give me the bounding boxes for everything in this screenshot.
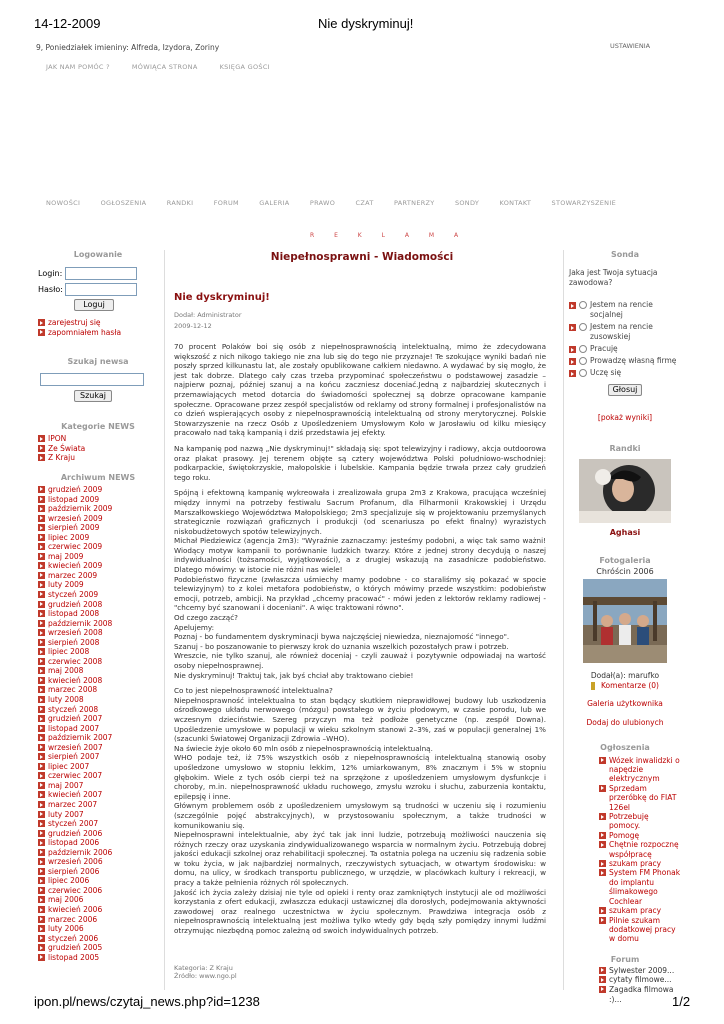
list-item-link[interactable]: kwiecień 2009 xyxy=(48,561,103,571)
settings-link[interactable]: USTAWIENIA xyxy=(610,42,651,50)
list-item-link[interactable]: styczeń 2006 xyxy=(48,933,99,943)
guestbook-link[interactable]: KSIĘGA GOŚCI xyxy=(219,63,270,71)
poll-radio[interactable] xyxy=(579,345,587,353)
poll-radio[interactable] xyxy=(579,369,587,377)
list-item-link[interactable]: maj 2008 xyxy=(48,666,84,676)
left-sidebar xyxy=(38,250,158,962)
bullet-icon xyxy=(38,658,45,665)
poll-option-label: Uczę się xyxy=(590,368,622,377)
bullet-icon xyxy=(38,515,45,522)
list-item xyxy=(38,609,158,619)
gallery-photo-image xyxy=(583,579,667,663)
list-item-link[interactable]: szukam pracy xyxy=(609,906,662,916)
list-item-link[interactable]: grudzień 2005 xyxy=(48,943,103,953)
nav-polls[interactable]: SONDY xyxy=(454,199,480,207)
bullet-icon xyxy=(38,329,45,336)
list-item-link[interactable]: listopad 2008 xyxy=(48,609,100,619)
help-link[interactable]: JAK NAM POMÓC ? xyxy=(46,63,110,71)
list-item-link[interactable]: czerwiec 2008 xyxy=(48,656,103,666)
article xyxy=(174,292,546,942)
bullet-icon xyxy=(38,319,45,326)
list-item-link[interactable]: marzec 2007 xyxy=(48,800,98,810)
list-item xyxy=(38,552,158,562)
bullet-icon xyxy=(599,917,606,924)
list-item-link[interactable]: Chętnie rozpocznę współpracę xyxy=(609,840,679,859)
poll-option xyxy=(569,344,681,354)
list-item xyxy=(599,756,681,784)
list-item-link[interactable]: październik 2006 xyxy=(48,847,113,857)
category-item[interactable]: IPON xyxy=(48,434,67,444)
list-item-link[interactable]: Sprzedam przeróbkę do FIAT 126el xyxy=(609,783,677,812)
bullet-icon xyxy=(38,620,45,627)
list-item-link[interactable]: maj 2006 xyxy=(48,895,84,905)
nav-news[interactable]: NOWOŚCI xyxy=(46,199,81,207)
list-item xyxy=(38,514,158,524)
bullet-icon xyxy=(599,813,606,820)
bullet-icon xyxy=(38,839,45,846)
ads-title: Ogłoszenia xyxy=(600,742,650,752)
archive-list xyxy=(38,485,158,962)
list-item xyxy=(38,743,158,753)
nav-dating[interactable]: RANDKI xyxy=(166,199,194,207)
list-item xyxy=(38,771,158,781)
search-input[interactable] xyxy=(40,373,144,386)
list-item-link[interactable]: luty 2007 xyxy=(48,809,84,819)
bullet-icon xyxy=(38,667,45,674)
bullet-icon xyxy=(569,358,576,365)
list-item xyxy=(38,724,158,734)
right-sidebar xyxy=(569,250,681,1004)
list-item-link[interactable]: Pilnie szukam dodatkowej pracy w domu xyxy=(609,915,676,944)
list-item-link[interactable]: czerwiec 2009 xyxy=(48,542,103,552)
poll-option-label: Pracuję xyxy=(590,344,618,353)
bullet-icon xyxy=(38,591,45,598)
bullet-icon xyxy=(599,976,606,983)
list-item xyxy=(38,504,158,514)
ad-label: R E K L A M A xyxy=(310,232,468,239)
bullet-icon xyxy=(38,648,45,655)
bullet-icon xyxy=(38,686,45,693)
article-title: Nie dyskryminuj! xyxy=(174,292,270,303)
list-item-link[interactable]: lipiec 2007 xyxy=(48,761,90,771)
list-item xyxy=(38,915,158,925)
password-input[interactable] xyxy=(65,283,137,296)
list-item-link[interactable]: wrzesień 2008 xyxy=(48,628,103,638)
list-item xyxy=(599,840,681,859)
poll-question: Jaka jest Twoja sytuacja zawodowa? xyxy=(569,268,658,287)
bullet-icon xyxy=(38,572,45,579)
bullet-icon xyxy=(38,581,45,588)
list-item xyxy=(38,485,158,495)
category-item[interactable]: Z Kraju xyxy=(48,453,75,463)
bullet-icon xyxy=(38,639,45,646)
list-item-link[interactable]: październik 2007 xyxy=(48,733,113,743)
list-item xyxy=(38,829,158,839)
bullet-icon xyxy=(38,706,45,713)
list-item-link[interactable]: sierpień 2008 xyxy=(48,637,100,647)
list-item xyxy=(38,934,158,944)
article-date: 2009-12-12 xyxy=(174,322,212,330)
category-item[interactable]: Ze Świata xyxy=(48,443,86,453)
list-item xyxy=(38,838,158,848)
list-item xyxy=(38,666,158,676)
bullet-icon xyxy=(38,801,45,808)
gallery-album: Chróścin 2006 xyxy=(596,567,654,576)
bullet-icon xyxy=(599,869,606,876)
list-item xyxy=(38,848,158,858)
bullet-icon xyxy=(38,935,45,942)
list-item-link[interactable]: październik 2008 xyxy=(48,618,113,628)
list-item-link[interactable]: luty 2006 xyxy=(48,924,84,934)
bullet-icon xyxy=(599,785,606,792)
forum-item[interactable]: Sylwester 2009... xyxy=(609,965,675,975)
list-item-link[interactable]: luty 2009 xyxy=(48,580,84,590)
nav-forum[interactable]: FORUM xyxy=(213,199,239,207)
list-item xyxy=(38,905,158,915)
poll-option-label: Prowadzę własną firmę xyxy=(590,356,677,365)
bullet-icon xyxy=(38,782,45,789)
list-item-link[interactable]: listopad 2005 xyxy=(48,952,100,962)
bullet-icon xyxy=(569,346,576,353)
poll-title: Sonda xyxy=(610,250,640,259)
list-item xyxy=(38,876,158,886)
article-paragraph: Co to jest niepełnosprawność intelektualna? Niepełnosprawność intelektualna to stan będący skutkiem nieprawidłowej budowy lub uszkodzenia ośrodkowego układu nerwowego (mózgu) powstałego w życiu płodowym, w czasie porodu, lub we wczesnym dzieciństwie. Szereg przyczyn ma też podłoże genetyczne (np. zespół Downa). Upośledzenie umysłowe w populacji w wieku szkolnym stanowi 2–3%, zaś w populacji generalnej 1% (szacunki Światowej Organizacji Zdrowia –WHO). Na świecie żyje około 60 mln osób z niepełnosprawnością intelektualną. WHO podaje też, iż 75% wszystkich osób z niepełnosprawnością intelektualną stanowią osoby upośledzone umysłowo w stopniu lekkim, 12% umiarkowanym, 8% znacznym i 5% w stopniu głębokim. Wiele z tych osób cierpi też na sprzężone z upośledzeniem umysłowym dysfunkcje i choroby, m.in. niepełnosprawność układu ruchowego, zmysłu wzroku i słuchu, zaburzenia kontaktu, epilepsję i inne. Głównym problemem osób z upośledzeniem umysłowym są trudności w uczeniu się i rozumieniu (szczególnie pojęć abstrakcyjnych), w przystosowaniu społecznym, a także trudności w komunikowaniu się. Niepełnosprawni intelektualnie, aby żyć tak jak inni ludzie, potrzebują możliwości nauczenia się różnych rzeczy oraz uzyskania zindywidualizowanego wsparcia w normalnym życiu. Potrzebują dobrej jakości edukacji szkolnej oraz rehabilitacji społecznej. Ta ostatnia polega na uczeniu się radzenia sobie w toku życia, w jak najbardziej normalnych, rzeczywistych sytuacjach, w otwartym środowisku: w domu, na ulicy, w środkach transportu publicznego, w urzędzie, w placówkach kultury i rekreacji, w pracy a także pełnienia różnych ról społecznych. Jakość ich życia zależy dzisiaj nie tyle od opieki i renty oraz zamkniętych instytucji ale od możliwości korzystania z ofert edukacji, zwłaszcza edukacji ustawicznej dla dorosłych, podejmowania aktywności zawodowej oraz realnego uczestnictwa w życiu społecznym. Prawdziwa integracja osób z niepełnosprawnością intelektualną jest możliwa tylko wtedy gdy będą szły pomiędzy innymi ludźmi otrzymując niezbędną pomoc zależną od swoich indywidualnych potrzeb. xyxy=(174,686,546,936)
bullet-icon xyxy=(599,832,606,839)
nav-chat[interactable]: CZAT xyxy=(355,199,374,207)
poll-option xyxy=(569,368,681,378)
list-item-link[interactable]: lipiec 2006 xyxy=(48,876,90,886)
list-item-link[interactable]: czerwiec 2007 xyxy=(48,771,103,781)
list-item xyxy=(38,676,158,686)
poll-option-label: Jestem na rencie zusowskiej xyxy=(590,322,653,341)
login-button[interactable]: Loguj xyxy=(74,299,114,311)
nav-gallery[interactable]: GALERIA xyxy=(259,199,290,207)
bullet-icon xyxy=(38,677,45,684)
print-date: 14-12-2009 xyxy=(34,16,101,31)
bullet-icon xyxy=(38,562,45,569)
login-title: Logowanie xyxy=(73,250,123,259)
bullet-icon xyxy=(38,772,45,779)
bullet-icon xyxy=(38,925,45,932)
bullet-icon xyxy=(599,860,606,867)
bullet-icon xyxy=(38,896,45,903)
bullet-icon xyxy=(599,907,606,914)
password-label: Hasło: xyxy=(38,285,63,294)
list-item xyxy=(38,523,158,533)
list-item xyxy=(599,916,681,944)
comments-link[interactable]: Komentarze (0) xyxy=(601,681,659,690)
bullet-icon xyxy=(38,954,45,961)
poll-option-label: Jestem na rencie socjalnej xyxy=(590,300,653,319)
nav-association[interactable]: STOWARZYSZENIE xyxy=(551,199,616,207)
list-item xyxy=(599,812,681,831)
list-item-link[interactable]: grudzień 2008 xyxy=(48,599,103,609)
bullet-icon xyxy=(38,906,45,913)
print-title: Nie dyskryminuj! xyxy=(318,16,414,31)
bullet-icon xyxy=(38,791,45,798)
list-item xyxy=(38,647,158,657)
bullet-icon xyxy=(599,841,606,848)
list-item xyxy=(38,895,158,905)
ads-list xyxy=(569,756,681,944)
forum-title: Forum xyxy=(610,954,640,964)
list-item-link[interactable]: sierpień 2009 xyxy=(48,523,100,533)
right-divider xyxy=(563,250,564,990)
bullet-icon xyxy=(38,496,45,503)
poll-option xyxy=(569,322,681,342)
list-item-link[interactable]: listopad 2007 xyxy=(48,723,100,733)
bullet-icon xyxy=(38,858,45,865)
article-paragraph: 70 procent Polaków boi się osób z niepełnosprawnością intelektualną, mimo że zdecydowana większość z nich nikogo takiego nie zna lub się do tego nie przyznaje! Te szokujące wyniki badań nie poszły sprzed kilkunastu lat, ale zostały opublikowane całkiem niedawno. A wydawać by się mogło, że jest tak dobrze. Dlatego cały czas trzeba przypominać społeczeństwu o podstawowej zasadzie – najpierw poznaj, później szanuj a na końcu zaczniesz doceniać.Jedną z najbardziej skutecznych i przemawiających metod dotarcia do świadomości społecznej są dobrze opracowane kampanie społeczne. Opracowane przez zespół specjalistów od reklamy od strony formalnej i profesjonalistów na co dzień wspierających osoby z niepełnosprawnością intelektualną od strony merytorycznej. Polskie Stowarzyszenie na rzecz Osób z Upośledzeniem Umysłowym Koło w Jarosławiu od kilku miesięcy pracowało nad taką kampanią i dziś przedstawia jej efekty. xyxy=(174,342,546,438)
list-item-link[interactable]: kwiecień 2008 xyxy=(48,675,103,685)
list-item-link[interactable]: wrzesień 2007 xyxy=(48,742,103,752)
vote-button[interactable]: Głosuj xyxy=(608,384,642,396)
categories-title: Kategorie NEWS xyxy=(61,422,135,432)
bullet-icon xyxy=(38,601,45,608)
bullet-icon xyxy=(38,734,45,741)
list-item-link[interactable]: maj 2007 xyxy=(48,780,84,790)
nav-law[interactable]: PRAWO xyxy=(309,199,336,207)
login-label: Login: xyxy=(38,269,63,278)
login-input[interactable] xyxy=(65,267,137,280)
gallery-title: Fotogaleria xyxy=(599,556,651,565)
poll-options xyxy=(569,300,681,378)
list-item xyxy=(38,561,158,571)
poll-option xyxy=(569,300,681,320)
list-item xyxy=(38,810,158,820)
bullet-icon xyxy=(38,849,45,856)
list-item xyxy=(38,580,158,590)
list-item-link[interactable]: marzec 2009 xyxy=(48,570,98,580)
bullet-icon xyxy=(38,868,45,875)
main-nav xyxy=(46,199,616,207)
list-item xyxy=(38,924,158,934)
list-item xyxy=(38,571,158,581)
forum-list xyxy=(569,966,681,1004)
bullet-icon xyxy=(38,553,45,560)
dating-photo[interactable] xyxy=(579,459,671,523)
list-item-link[interactable]: marzec 2006 xyxy=(48,914,98,924)
bullet-icon xyxy=(38,725,45,732)
archive-title: Archiwum NEWS xyxy=(60,472,136,482)
list-item xyxy=(599,868,681,906)
dating-name[interactable]: Aghasi xyxy=(609,528,641,537)
search-title: Szukaj newsa xyxy=(67,357,129,367)
bullet-icon xyxy=(38,944,45,951)
poll-results-link[interactable]: [pokaż wyniki] xyxy=(597,413,653,422)
bullet-icon xyxy=(599,986,606,993)
bullet-icon xyxy=(569,370,576,377)
list-item-link[interactable]: grudzień 2006 xyxy=(48,828,103,838)
dating-photo-image xyxy=(579,459,671,523)
list-item-link[interactable]: Wózek inwalidzki o napędzie elektrycznym xyxy=(609,755,680,784)
list-item-link[interactable]: grudzień 2007 xyxy=(48,714,103,724)
article-category[interactable]: Kategoria: Z Kraju xyxy=(174,964,233,972)
list-item xyxy=(599,831,681,840)
print-page: 1/2 xyxy=(672,994,691,1009)
list-item-link[interactable]: wrzesień 2006 xyxy=(48,857,103,867)
list-item xyxy=(38,781,158,791)
list-item-link[interactable]: grudzień 2009 xyxy=(48,484,103,494)
section-title-text: Niepełnosprawni - Wiadomości xyxy=(270,251,454,263)
bullet-icon xyxy=(569,302,576,309)
list-item xyxy=(38,953,158,963)
bullet-icon xyxy=(599,757,606,764)
list-item xyxy=(38,495,158,505)
list-item xyxy=(38,600,158,610)
list-item-link[interactable]: Pomogę xyxy=(609,830,640,840)
list-item-link[interactable]: Potrzebuję pomocy. xyxy=(609,812,649,831)
poll-option xyxy=(569,356,681,366)
list-item-link[interactable]: wrzesień 2009 xyxy=(48,513,103,523)
list-item xyxy=(38,857,158,867)
bullet-icon xyxy=(38,916,45,923)
list-item-link[interactable]: luty 2008 xyxy=(48,695,84,704)
article-paragraph: Spójną i efektowną kampanię wykreowała i zrealizowała grupa 2m3 z Krakowa, pracująca wcześniej między innymi na potrzeby festiwalu Sacrum Profanum, dla Filharmonii Krakowskiej i Urzędu Marszałkowskiego Województwa Małopolskiego; 2m3 specjalizuje się w projektowaniu przemyślanych strategicznie rozwiązań graficznych i produkcji (od scenariusza po efekt finalny) wyrazistych niskobudżetowych spotów telewizyjnych. Michał Piedziewicz (agencja 2m3): "Wyraźnie zaznaczamy: jesteśmy podobni, a więc tak samo ważni! Wiodący motyw kampanii to porównanie ludzkich twarzy. Które z jednej strony decydują o naszej indywidualności (tożsamości, wyjątkowości), a z drugiej wskazują na zasadnicze podobieństwo. Dlatego mówimy: w istocie nie różni nas wiele! Podobieństwo fizyczne (zwłaszcza uśmiechy mamy podobne - co staraliśmy się pokazać w spocie telewizyjnym) to z kolei metafora podobieństw, o których mówimy przede wszystkim: podobieństw emocji, potrzeb, ambicji. Na przykład „chcemy pracować" - mówi jeden z lektorów reklamy radiowej - "chcemy być szanowani i doceniani". A więc traktowani równo". Od czego zacząć? Apelujemy: Poznaj - bo fundamentem dyskryminacji bywa najczęściej niewiedza, nieznajomość "innego". Szanuj - bo poszanowanie to pierwszy krok do uznania wszelkich pozostałych praw i potrzeb. Wreszcie, nie tylko szanuj, ale również doceniaj - czyli zauważ i pozytywnie odpowiadaj na wartość osoby niepełnosprawnej. Nie dyskryminuj! Traktuj tak, jak byś chciał aby traktowano ciebie! xyxy=(174,488,546,680)
bullet-icon xyxy=(38,534,45,541)
list-item xyxy=(38,800,158,810)
list-item-link[interactable]: maj 2009 xyxy=(48,551,84,561)
bullet-icon xyxy=(38,454,45,461)
bullet-icon xyxy=(38,445,45,452)
article-author: Dodał: Administrator xyxy=(174,311,242,319)
left-divider xyxy=(164,250,165,990)
nav-ads[interactable]: OGŁOSZENIA xyxy=(100,199,147,207)
list-item-link[interactable]: marzec 2008 xyxy=(48,685,98,695)
list-item-link[interactable]: kwiecień 2007 xyxy=(48,790,103,800)
forum-item[interactable]: cytaty filmowe... xyxy=(609,975,672,985)
bullet-icon xyxy=(38,435,45,442)
list-item-link[interactable]: kwiecień 2006 xyxy=(48,905,103,915)
list-item xyxy=(599,906,681,915)
list-item-link[interactable]: listopad 2006 xyxy=(48,838,100,848)
list-item xyxy=(38,752,158,762)
list-item-link[interactable]: czerwiec 2006 xyxy=(48,885,103,895)
forum-item[interactable]: Zagadka filmowa :)... xyxy=(609,984,674,1004)
list-item xyxy=(38,619,158,629)
poll-radio[interactable] xyxy=(579,301,587,309)
list-item xyxy=(38,685,158,695)
list-item xyxy=(38,943,158,953)
gallery-added-by: Dodał(a): marufko xyxy=(590,671,660,680)
list-item-link[interactable]: styczeń 2008 xyxy=(48,704,99,714)
list-item xyxy=(38,733,158,743)
forgot-password-link[interactable]: zapomniałem hasła xyxy=(48,327,122,337)
nameday-text: 9, Poniedziałek imieniny: Alfreda, Izydora, Zoriny xyxy=(36,43,220,52)
list-item-link[interactable]: lipiec 2008 xyxy=(48,647,90,657)
list-item xyxy=(38,705,158,715)
comment-icon xyxy=(591,682,595,690)
bullet-icon xyxy=(38,763,45,770)
poll-radio[interactable] xyxy=(579,323,587,331)
bullet-icon xyxy=(38,744,45,751)
list-item xyxy=(599,784,681,812)
list-item xyxy=(38,657,158,667)
bullet-icon xyxy=(38,524,45,531)
list-item-link[interactable]: styczeń 2009 xyxy=(48,589,99,599)
list-item-link[interactable]: sierpień 2007 xyxy=(48,752,100,762)
list-item-link[interactable]: styczeń 2007 xyxy=(48,819,99,829)
gallery-photo[interactable] xyxy=(583,579,667,663)
list-item xyxy=(38,886,158,896)
user-gallery-link[interactable]: Galeria użytkownika xyxy=(587,698,663,708)
list-item-link[interactable]: lipiec 2009 xyxy=(48,532,90,542)
list-item-link[interactable]: System FM Phonak do implantu ślimakowego Cochlear xyxy=(609,868,681,906)
bullet-icon xyxy=(38,887,45,894)
list-item xyxy=(38,542,158,552)
register-link[interactable]: zarejestruj się xyxy=(48,318,101,327)
print-url: ipon.pl/news/czytaj_news.php?id=1238 xyxy=(34,994,260,1009)
list-item-link[interactable]: sierpień 2006 xyxy=(48,866,100,876)
top-links xyxy=(46,63,270,71)
article-source: Źródło: www.ngo.pl xyxy=(174,972,237,980)
bullet-icon xyxy=(38,610,45,617)
bullet-icon xyxy=(38,830,45,837)
bullet-icon xyxy=(38,696,45,703)
list-item-link[interactable]: listopad 2009 xyxy=(48,494,100,504)
list-item xyxy=(599,859,681,868)
list-item xyxy=(38,590,158,600)
nav-contact[interactable]: KONTAKT xyxy=(499,199,532,207)
list-item xyxy=(38,762,158,772)
list-item xyxy=(38,714,158,724)
poll-radio[interactable] xyxy=(579,357,587,365)
bullet-icon xyxy=(38,820,45,827)
bullet-icon xyxy=(38,629,45,636)
search-button[interactable]: Szukaj xyxy=(74,390,112,402)
list-item xyxy=(38,628,158,638)
article-paragraph: Na kampanię pod nazwą „Nie dyskryminuj!" składają się: spot telewizyjny i radiowy, akcja outdoorowa oraz plakat prasowy. Jej terenem objęte są cztery województwa Polski południowo-wschodniej: podkarpackie, świętokrzyskie, małopolskie i lubelskie. Kampania będzie trwała przez cały grudzień tego roku. xyxy=(174,443,546,482)
list-item-link[interactable]: październik 2009 xyxy=(48,504,113,514)
list-item xyxy=(38,790,158,800)
bullet-icon xyxy=(38,543,45,550)
bullet-icon xyxy=(38,753,45,760)
add-favorite-link[interactable]: Dodaj do ulubionych xyxy=(586,717,664,727)
bullet-icon xyxy=(38,877,45,884)
list-item xyxy=(38,819,158,829)
list-item xyxy=(38,867,158,877)
list-item xyxy=(38,638,158,648)
bullet-icon xyxy=(38,505,45,512)
bullet-icon xyxy=(38,715,45,722)
bullet-icon xyxy=(599,967,606,974)
nav-partners[interactable]: PARTNERZY xyxy=(394,199,435,207)
talking-page-link[interactable]: MÓWIĄCA STRONA xyxy=(131,63,198,71)
bullet-icon xyxy=(38,486,45,493)
list-item xyxy=(38,533,158,543)
list-item xyxy=(38,695,158,705)
bullet-icon xyxy=(38,811,45,818)
list-item-link[interactable]: szukam pracy xyxy=(609,859,662,869)
dating-title: Randki xyxy=(609,444,641,453)
bullet-icon xyxy=(569,324,576,331)
